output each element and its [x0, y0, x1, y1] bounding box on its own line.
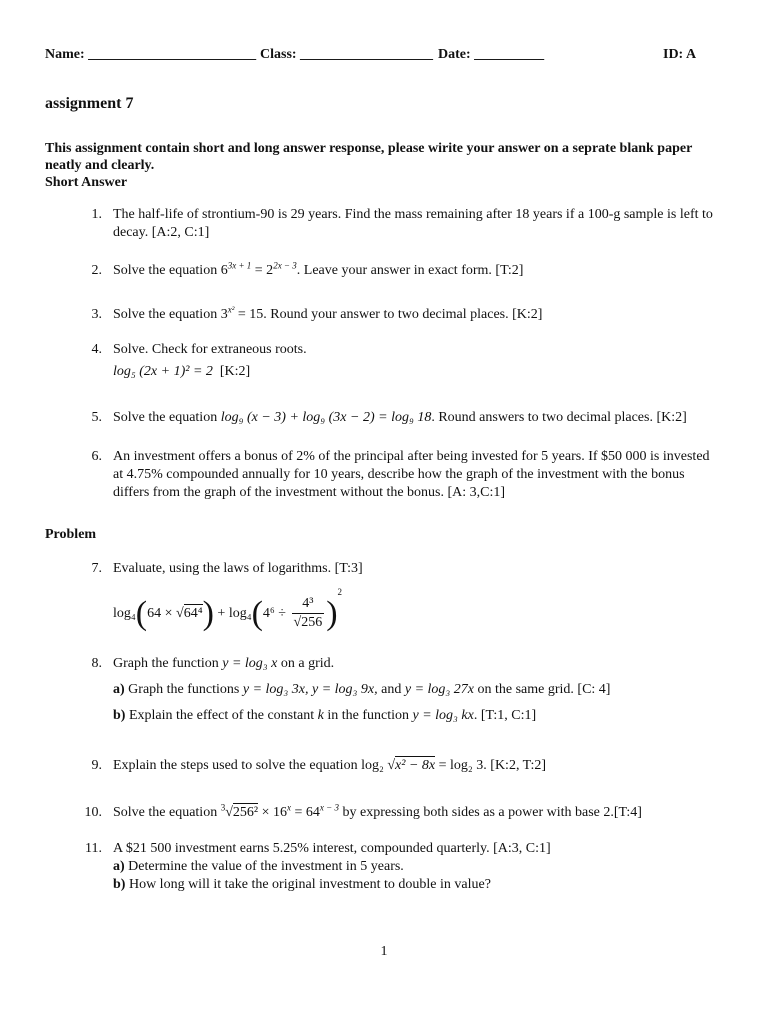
text-segment: = 15. Round your answer to two decimal places. [K:2] [234, 307, 543, 322]
text-segment: = log₂ 3. [K:2, T:2] [435, 758, 547, 773]
denominator: √256 [293, 615, 323, 631]
name-field: Name: ________________________ [45, 47, 257, 62]
exponent: x − 3 [319, 802, 339, 813]
fraction [292, 595, 325, 632]
text-segment: How long will it take the original investment to double in value? [125, 877, 491, 892]
text-segment: Explain the effect of the constant [125, 708, 318, 723]
text-segment: Solve the equation 6 [113, 263, 228, 278]
question-text: Solve the equation $^3√256^2 \times 16^x = 64^{x - 3}$ by expressing both sides as a power with base 2.[T:4] [113, 802, 642, 820]
math-expression: log₄(64 × √64⁴) + log₄(4⁶ ÷ $\frac{\text{4³}}{√256}$ )$^2$ [113, 587, 343, 632]
text-segment: = 2 [251, 263, 274, 278]
math-expression: y = log₃ 27x [404, 682, 474, 697]
question-number: 1. [91, 207, 102, 222]
math-expression: y = log₃ kx [412, 708, 474, 723]
radicand: 64⁴ [183, 606, 203, 621]
math-expression: log₉ (x − 3) + log₉ (3x − 2) = log₉ 18 [220, 410, 432, 425]
radicand: 256² [232, 805, 259, 820]
text-segment: 4⁶ ÷ [262, 606, 290, 621]
question-text: Explain the steps used to solve the equation log₂ √x² − 8x = log₂ 3. [K:2, T:2] [113, 758, 547, 773]
text-segment: A $21 500 investment earns 5.25% interest, compounded quarterly. [A:3, C:1] [113, 841, 551, 856]
root-index: 3 [220, 802, 226, 813]
text-segment: Determine the value of the investment in 5 years. [124, 859, 404, 874]
question-number: 10. [84, 805, 102, 820]
question-text [113, 262, 723, 280]
class-field: Class: ___________________ [260, 47, 434, 62]
text-segment: and [377, 682, 405, 697]
question-text: The half-life of strontium-90 is 29 years. Find the mass remaining after 18 years if a 100-g sample is left to decay. [A:2, C:1] [113, 207, 713, 240]
text-segment: + log₄ [217, 606, 252, 621]
text-segment: Evaluate, using the laws of logarithms. [T:3] [113, 561, 363, 576]
text-segment: = 64 [291, 805, 320, 820]
text-segment: on the same grid. [C: 4] [474, 682, 611, 697]
text-segment: . [T:1, C:1] [473, 708, 537, 723]
question-text: An investment offers a bonus of 2% of the principal after being invested for 5 years. If $50 000 is invested at 4.75% compounded annually for 10 years, describe how the graph of the investment with the bonus differs from the graph of the investment without the bonus. [A: 3,C:1] [113, 449, 710, 500]
question-number: 4. [91, 342, 102, 357]
text-segment: . Leave your answer in exact form. [T:2] [296, 263, 524, 278]
intro-text [45, 140, 725, 191]
text-segment: Solve the equation [113, 410, 221, 425]
text-segment: log₄ [113, 606, 136, 621]
text-segment: Solve the equation 3 [113, 307, 228, 322]
text-segment: by expressing both sides as a power with base 2.[T:4] [338, 805, 642, 820]
part-label: b) [113, 877, 126, 892]
page-title: assignment 7 [45, 95, 134, 112]
paren: ) [326, 594, 338, 632]
text-segment: Solve the equation [113, 805, 221, 820]
question-number: 7. [91, 561, 102, 576]
question-text [113, 341, 723, 381]
date-field: Date: __________ [438, 47, 545, 62]
exponent: x [287, 802, 291, 813]
part-label: b) [113, 708, 126, 723]
math-expression: y = log₃ 3x, y = log₃ 9x, [242, 682, 378, 697]
text-segment: [K:2] [219, 364, 251, 379]
exponent: x² [227, 304, 235, 315]
question-text [113, 306, 723, 324]
problem-heading: Problem [45, 527, 97, 542]
radicand: 256 [301, 615, 323, 631]
numerator: 4³ [292, 595, 325, 614]
text-segment: Solve. Check for extraneous roots. [113, 342, 307, 357]
intro-instructions: This assignment contain short and long answer response, please wirite your answer on a seprate blank paper neatly and clearly. [45, 141, 693, 173]
text-segment: in the function [323, 708, 413, 723]
question-number: 8. [91, 656, 102, 671]
math-expression: y = log₃ x [222, 656, 278, 671]
text-segment: on a grid. [277, 656, 335, 671]
page-number: 1 [380, 944, 388, 959]
question-number: 3. [91, 307, 102, 322]
question-text [113, 409, 723, 427]
text-segment: Explain the steps used to solve the equation log₂ [113, 758, 388, 773]
part-label: a) [113, 682, 125, 697]
question-number: 11. [85, 841, 102, 856]
question-number: 9. [91, 758, 102, 773]
radicand: x² − 8x [395, 758, 436, 773]
paren: ) [202, 594, 214, 632]
math-expression: log₅ (2x + 1)² = 2 [113, 364, 213, 379]
question-text [113, 655, 723, 725]
question-number: 2. [91, 263, 102, 278]
question-number: 6. [91, 449, 102, 464]
math-expression: k [317, 708, 324, 723]
exponent: 2 [337, 587, 343, 597]
paren: ( [251, 594, 263, 632]
part-label: a) [113, 859, 125, 874]
exponent: 2x − 3 [273, 260, 297, 271]
id-field: ID: A [663, 47, 697, 62]
question-number: 5. [91, 410, 102, 425]
text-segment: 64 × [147, 606, 177, 621]
text-segment: . Round answers to two decimal places. [K:2] [431, 410, 687, 425]
question-text [113, 840, 723, 894]
short-answer-heading: Short Answer [45, 175, 128, 190]
text-segment: × 16 [258, 805, 287, 820]
paren: ( [135, 594, 148, 632]
exponent: 3x + 1 [227, 260, 252, 271]
text-segment: Graph the functions [124, 682, 243, 697]
text-segment: Graph the function [113, 656, 223, 671]
question-text [113, 560, 723, 632]
